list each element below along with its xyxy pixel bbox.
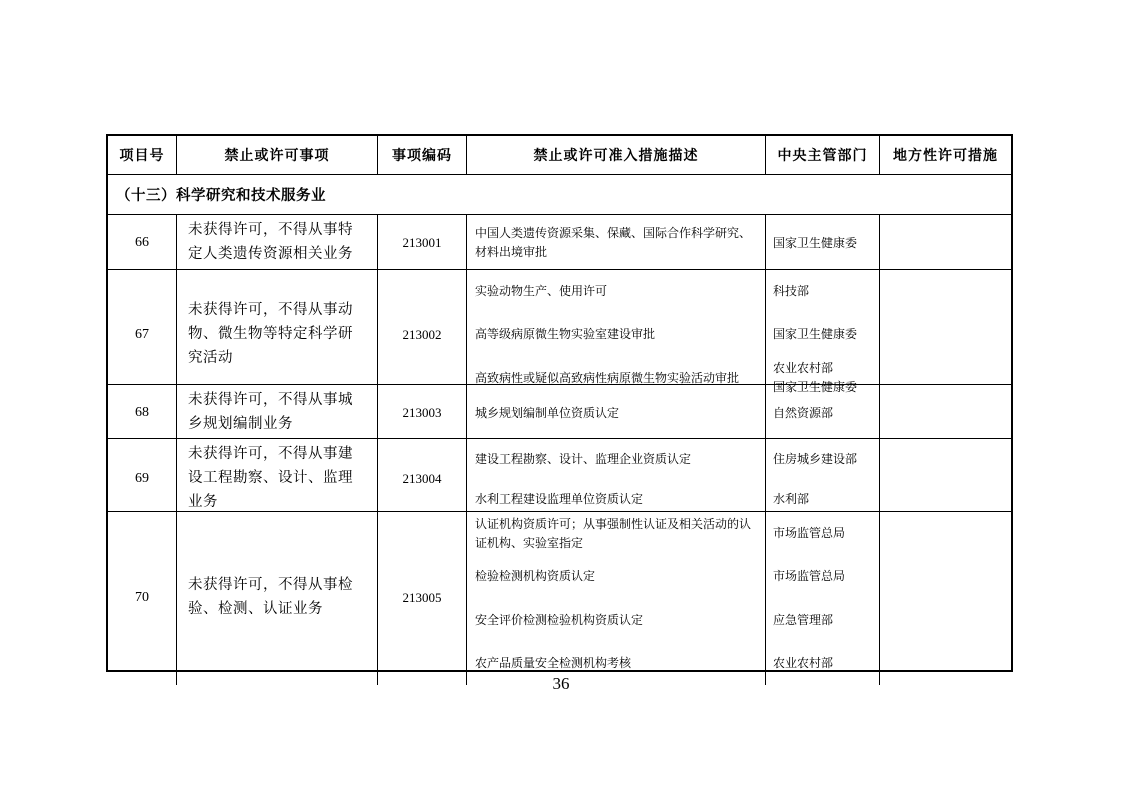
measure-dept bbox=[766, 555, 880, 598]
col-header-item-number: 项目号 bbox=[108, 136, 177, 174]
item-code-cell: 213001 bbox=[378, 215, 467, 271]
section-title: （十三）科学研究和技术服务业 bbox=[108, 174, 1011, 214]
local-measures-cell bbox=[880, 512, 1011, 685]
measure-desc: 实验动物生产、使用许可 bbox=[467, 270, 766, 313]
measures-cell bbox=[467, 439, 880, 519]
measure-dept bbox=[766, 598, 880, 641]
local-measures-cell bbox=[880, 385, 1011, 441]
measure-dept bbox=[766, 270, 880, 313]
item-code-cell: 213004 bbox=[378, 439, 467, 519]
dept-line: 科技部 bbox=[773, 284, 810, 299]
prohibited-item-cell: 未获得许可，不得从事动物、微生物等特定科学研究活动 bbox=[177, 270, 378, 400]
item-code-cell: 213002 bbox=[378, 270, 467, 400]
table-row bbox=[108, 269, 1011, 394]
item-number-cell: 68 bbox=[108, 385, 177, 441]
measure-dept bbox=[766, 385, 880, 441]
col-header-central-dept: 中央主管部门 bbox=[766, 136, 880, 174]
page-number: 36 bbox=[552, 674, 570, 693]
dept-line: 市场监管总局 bbox=[773, 569, 846, 584]
measure-desc: 水利工程建设监理单位资质认定 bbox=[467, 479, 766, 519]
table-row bbox=[108, 214, 1011, 269]
measure-desc: 建设工程勘察、设计、监理企业资质认定 bbox=[467, 439, 766, 479]
dept-line: 自然资源部 bbox=[773, 405, 834, 420]
measure-desc: 高等级病原微生物实验室建设审批 bbox=[467, 313, 766, 356]
dept-line: 国家卫生健康委 bbox=[773, 235, 858, 250]
measure-desc: 认证机构资质许可；从事强制性认证及相关活动的认证机构、实验室指定 bbox=[467, 512, 766, 555]
measure-desc: 城乡规划编制单位资质认定 bbox=[467, 385, 766, 441]
table-header-row bbox=[108, 136, 1011, 174]
item-number-cell: 66 bbox=[108, 215, 177, 271]
local-measures-cell bbox=[880, 439, 1011, 519]
table-row bbox=[108, 511, 1011, 670]
measure-desc: 安全评价检测检验机构资质认定 bbox=[467, 598, 766, 641]
dept-line: 水利部 bbox=[773, 491, 810, 506]
measure-desc: 中国人类遗传资源采集、保藏、国际合作科学研究、材料出境审批 bbox=[467, 215, 766, 271]
dept-line: 国家卫生健康委 bbox=[773, 327, 858, 342]
prohibited-item-cell: 未获得许可，不得从事特定人类遗传资源相关业务 bbox=[177, 215, 378, 271]
local-measures-cell bbox=[880, 215, 1011, 271]
measures-cell bbox=[467, 215, 880, 271]
measure-dept bbox=[766, 215, 880, 271]
prohibited-item-cell: 未获得许可，不得从事城乡规划编制业务 bbox=[177, 385, 378, 441]
measures-cell bbox=[467, 385, 880, 441]
measure-dept bbox=[766, 439, 880, 479]
item-number-cell: 70 bbox=[108, 512, 177, 685]
measure-dept bbox=[766, 512, 880, 555]
col-header-item-code: 事项编码 bbox=[378, 136, 467, 174]
table-row bbox=[108, 438, 1011, 511]
dept-line: 市场监管总局 bbox=[773, 526, 846, 541]
local-measures-cell bbox=[880, 270, 1011, 400]
dept-line: 住房城乡建设部 bbox=[773, 451, 858, 466]
item-number-cell: 67 bbox=[108, 270, 177, 400]
measure-dept bbox=[766, 313, 880, 356]
col-header-prohibited-item: 禁止或许可事项 bbox=[177, 136, 378, 174]
table-row bbox=[108, 384, 1011, 438]
measures-cell bbox=[467, 512, 880, 685]
measures-cell bbox=[467, 270, 880, 400]
measure-desc: 农产品质量安全检测机构考核 bbox=[467, 642, 766, 685]
dept-line: 应急管理部 bbox=[773, 612, 834, 627]
measure-desc: 高致病性或疑似高致病性病原微生物实验活动审批 bbox=[467, 356, 766, 399]
prohibited-item-cell: 未获得许可，不得从事检验、检测、认证业务 bbox=[177, 512, 378, 685]
item-code-cell: 213005 bbox=[378, 512, 467, 685]
col-header-local-measures: 地方性许可措施 bbox=[893, 149, 998, 164]
prohibited-item-cell: 未获得许可，不得从事建设工程勘察、设计、监理业务 bbox=[177, 439, 378, 519]
dept-line: 农业农村部 bbox=[773, 655, 834, 670]
item-code-cell: 213003 bbox=[378, 385, 467, 441]
market-access-table bbox=[106, 134, 1013, 672]
measure-desc: 检验检测机构资质认定 bbox=[467, 555, 766, 598]
dept-line: 农业农村部 bbox=[773, 361, 834, 376]
item-number-cell: 69 bbox=[108, 439, 177, 519]
dept-line: 国家卫生健康委 bbox=[773, 379, 858, 394]
col-header-measure-desc: 禁止或许可准入措施描述 bbox=[467, 136, 766, 174]
